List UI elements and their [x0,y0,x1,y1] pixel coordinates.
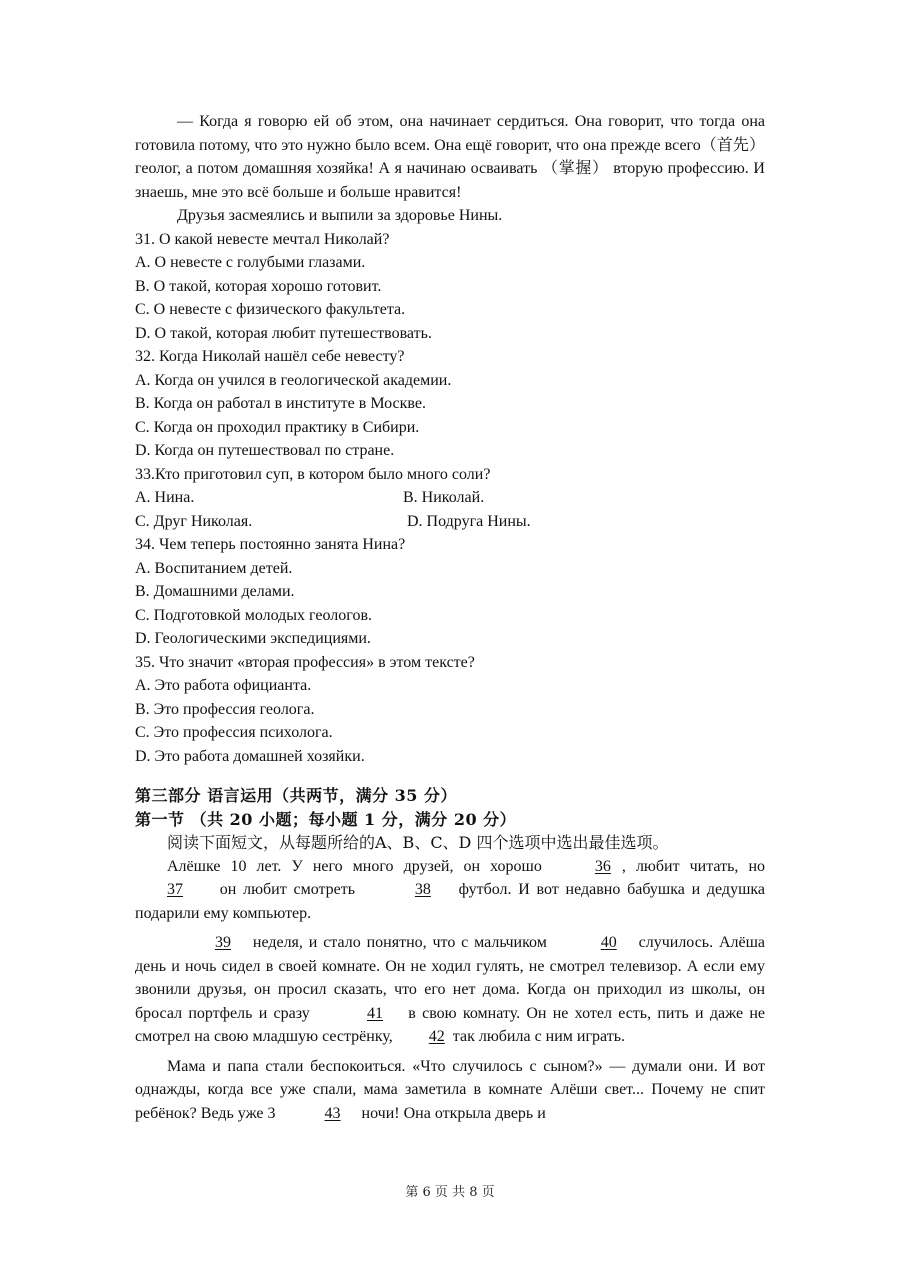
cloze-text: Мама и папа стали беспокоиться. «Что случилось с сыном?» — думали они. И вот однажды, когда все уже спали, мама заметила в комнате Алёши свет... Почему не спит ребёнок? Ведь уже 3 [135,1057,765,1122]
option: B. Домашними делами. [135,583,295,600]
blank-42: 42 [428,1028,445,1045]
cloze-text: , любит читать, но [621,857,766,875]
section-title: 第一节 （共 20 小题；每小题 1 分，满分 20 分） [135,809,517,829]
question-text: 33.Кто приготовил суп, в котором было много соли? [135,465,491,483]
blank-38: 38 [414,881,431,898]
question-text: 31. О какой невесте мечтал Николай? [135,230,390,248]
option: C. О невесте с физического факультета. [135,301,406,318]
cloze-paragraph [135,1049,765,1126]
option: A. Когда он учился в геологической академии. [135,371,452,389]
option: A. О невесте с голубыми глазами. [135,254,366,271]
instruction: 阅读下面短文，从每题所给的A、B、C、D 四个选项中选出最佳选项。 [167,833,669,852]
page-footer: 第 6 页 共 8 页 [405,1185,495,1200]
question-34 [135,533,765,651]
option: C. Подготовкой молодых геологов. [135,606,372,624]
question-31 [135,228,765,346]
question-text: 35. Что значит «вторая профессия» в этом тексте? [135,653,475,671]
blank-43: 43 [324,1104,341,1122]
cloze-text: он любит смотреть [219,881,356,898]
question-35 [135,651,765,769]
option: D. Геологическими экспедициями. [135,630,371,647]
option: C. Друг Николая. [135,512,253,530]
blank-40: 40 [600,934,617,951]
cloze-text: ночи! Она открыла дверь и [361,1104,546,1122]
option: A. Воспитанием детей. [135,559,293,577]
option: B. Когда он работал в институте в Москве. [135,395,426,412]
cloze-text: случилось. Алёша день и ночь сидел в своей комнате. Он не ходил гулять, не смотрел телевизор. А если ему звонили друзья, он просил сказать, что его нет дома. Когда он приходил из школы, он бросал портфель и сразу [135,934,766,1022]
part-title: 第三部分 语言运用（共两节，满分 35 分） [135,786,457,805]
cloze-text: Алёшке 10 лет. У него много друзей, он хорошо [167,857,542,875]
option-row [135,510,765,534]
option: C. Когда он проходил практику в Сибири. [135,418,420,436]
cloze-text: футбол. И вот недавно бабушка и дедушка подарили ему компьютер. [135,881,766,922]
option: B. Николай. [403,489,485,506]
document-page [135,110,765,1125]
blank-36: 36 [594,857,611,875]
option: A. Нина. [135,489,195,506]
question-text: 32. Когда Николай нашёл себе невесту? [135,348,405,365]
cloze-paragraph [135,925,765,1049]
option: C. Это профессия психолога. [135,724,333,741]
option: D. Подруга Нины. [407,512,531,530]
blank-39: 39 [215,934,231,951]
passage-paragraph: Друзья засмеялись и выпили за здоровье Нины. [177,207,503,224]
cloze-text: неделя, и стало понятно, что с мальчиком [252,934,547,951]
cloze-text: в свою комнату. Он не хотел есть, пить и даже не смотрел на свою младшую сестрёнку, [135,1004,766,1045]
option: B. О такой, которая хорошо готовит. [135,277,382,295]
option-row [135,486,765,510]
cloze-text: так любила с ним играть. [452,1028,626,1045]
blank-37: 37 [167,881,183,898]
option: D. Когда он путешествовал по стране. [135,442,395,459]
option: B. Это профессия геолога. [135,700,315,718]
passage-paragraph: — Когда я говорю ей об этом, она начинает сердиться. Она говорит, что тогда она готовила потому, что это нужно было всем. Она ещё говорит, что она прежде всего（首先） геолог, а потом домашняя хозяйка! А я начинаю осваивать （掌握） вторую профессию. И знаешь, мне это всё больше и больше нравится! [135,113,765,201]
option: D. О такой, которая любит путешествовать. [135,324,432,342]
question-32 [135,345,765,463]
cloze-paragraph [135,855,765,926]
blank-41: 41 [367,1004,383,1022]
question-33 [135,463,765,534]
option: D. Это работа домашней хозяйки. [135,747,365,765]
option: A. Это работа официанта. [135,677,312,694]
question-text: 34. Чем теперь постоянно занята Нина? [135,536,406,553]
